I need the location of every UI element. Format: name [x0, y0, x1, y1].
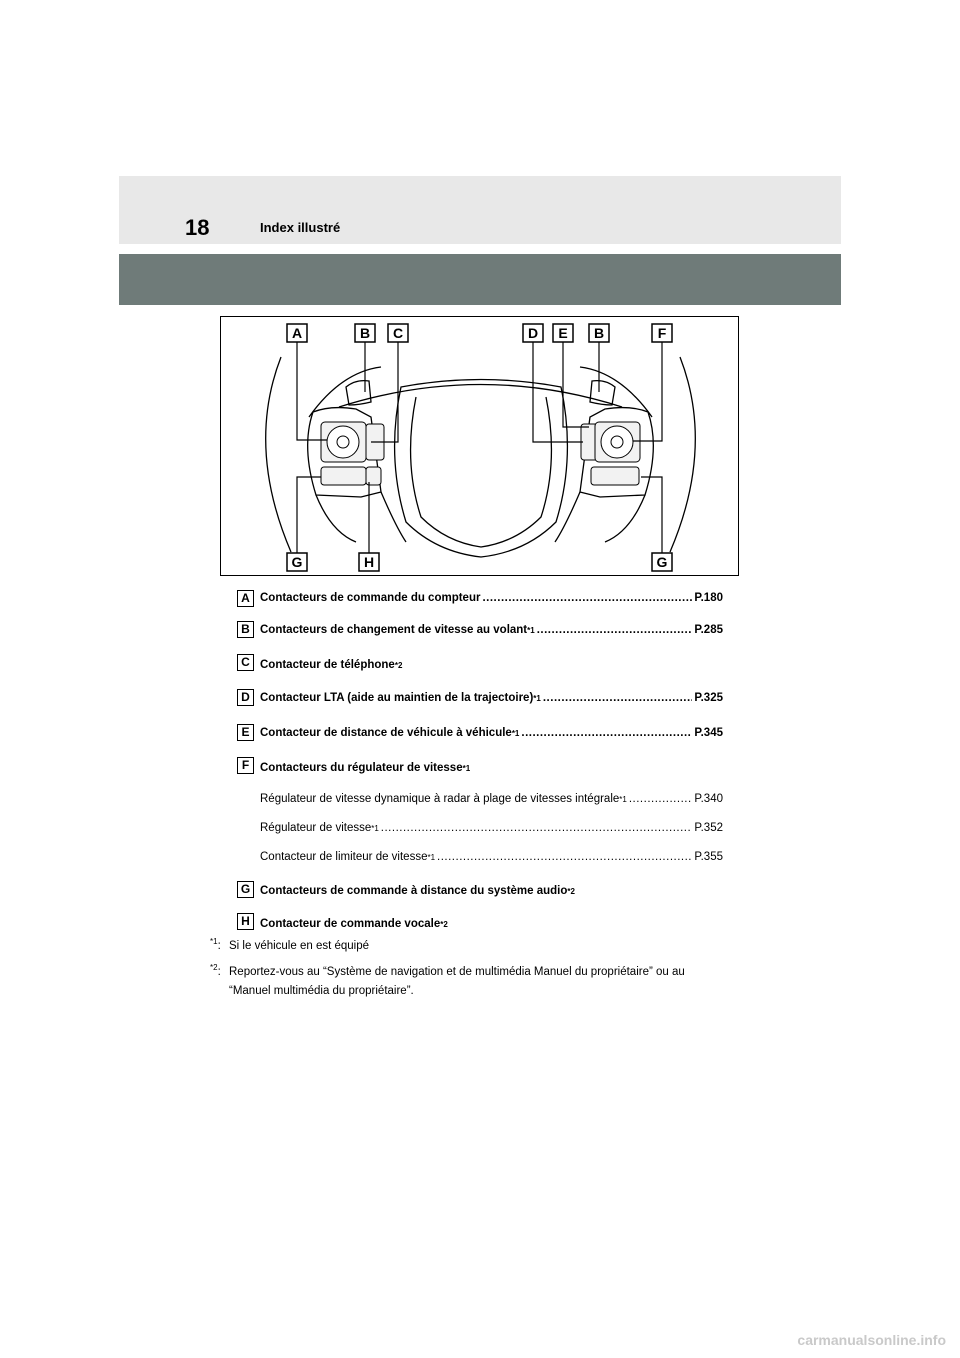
section-title: Index illustré	[260, 220, 341, 235]
footnote-1: $^{*1}$: Si le véhicule en est équipé	[210, 937, 370, 952]
entry-e: Contacteur de distance de véhicule à véhicule *1 ..... P.345	[260, 727, 723, 739]
steering-wheel-figure	[220, 316, 739, 576]
entry-d: Contacteur LTA (aide au maintien de la trajectoire) *1 ..... P.325	[260, 692, 723, 704]
entry-f: Contacteurs du régulateur de vitesse *1	[260, 762, 471, 774]
footnote-2-continued: “Manuel multimédia du propriétaire”.	[229, 985, 414, 997]
entry-b: Contacteurs de changement de vitesse au volant *1 ..... P.285	[260, 624, 723, 636]
footnote-2: $^{*2}$: Reportez-vous au “Système de navigation et de multimédia Manuel du propriétaire” ou au	[210, 963, 685, 978]
steering-wheel-illustration	[221, 317, 740, 577]
sub-entry: Contacteur de limiteur de vitesse *1 ..... P.355	[260, 851, 723, 863]
header-bar	[119, 176, 841, 244]
callout-label: G	[291, 554, 303, 570]
sub-entry: Régulateur de vitesse *1 ..... P.352	[260, 822, 723, 834]
section-band	[119, 254, 841, 305]
entry-a: Contacteurs de commande du compteur ..... P.180	[260, 592, 723, 604]
callout-label: G	[656, 554, 668, 570]
callout-label: E	[558, 325, 568, 341]
callout-label: B	[593, 325, 605, 341]
callout-label: A	[291, 325, 303, 341]
callout-label: D	[527, 325, 539, 341]
callout-label: F	[657, 325, 667, 341]
watermark: carmanualsonline.info	[797, 1332, 946, 1348]
callout-label: C	[392, 325, 404, 341]
entry-g: Contacteurs de commande à distance du système audio *2	[260, 885, 575, 897]
page-number: 18	[185, 215, 210, 240]
callout-label: H	[363, 554, 375, 570]
callout-label: B	[359, 325, 371, 341]
entry-c: Contacteur de téléphone *2	[260, 659, 403, 671]
entry-h: Contacteur de commande vocale *2	[260, 918, 448, 930]
sub-entry: Régulateur de vitesse dynamique à radar à plage de vitesses intégrale *1 ..... P.340	[260, 793, 723, 805]
